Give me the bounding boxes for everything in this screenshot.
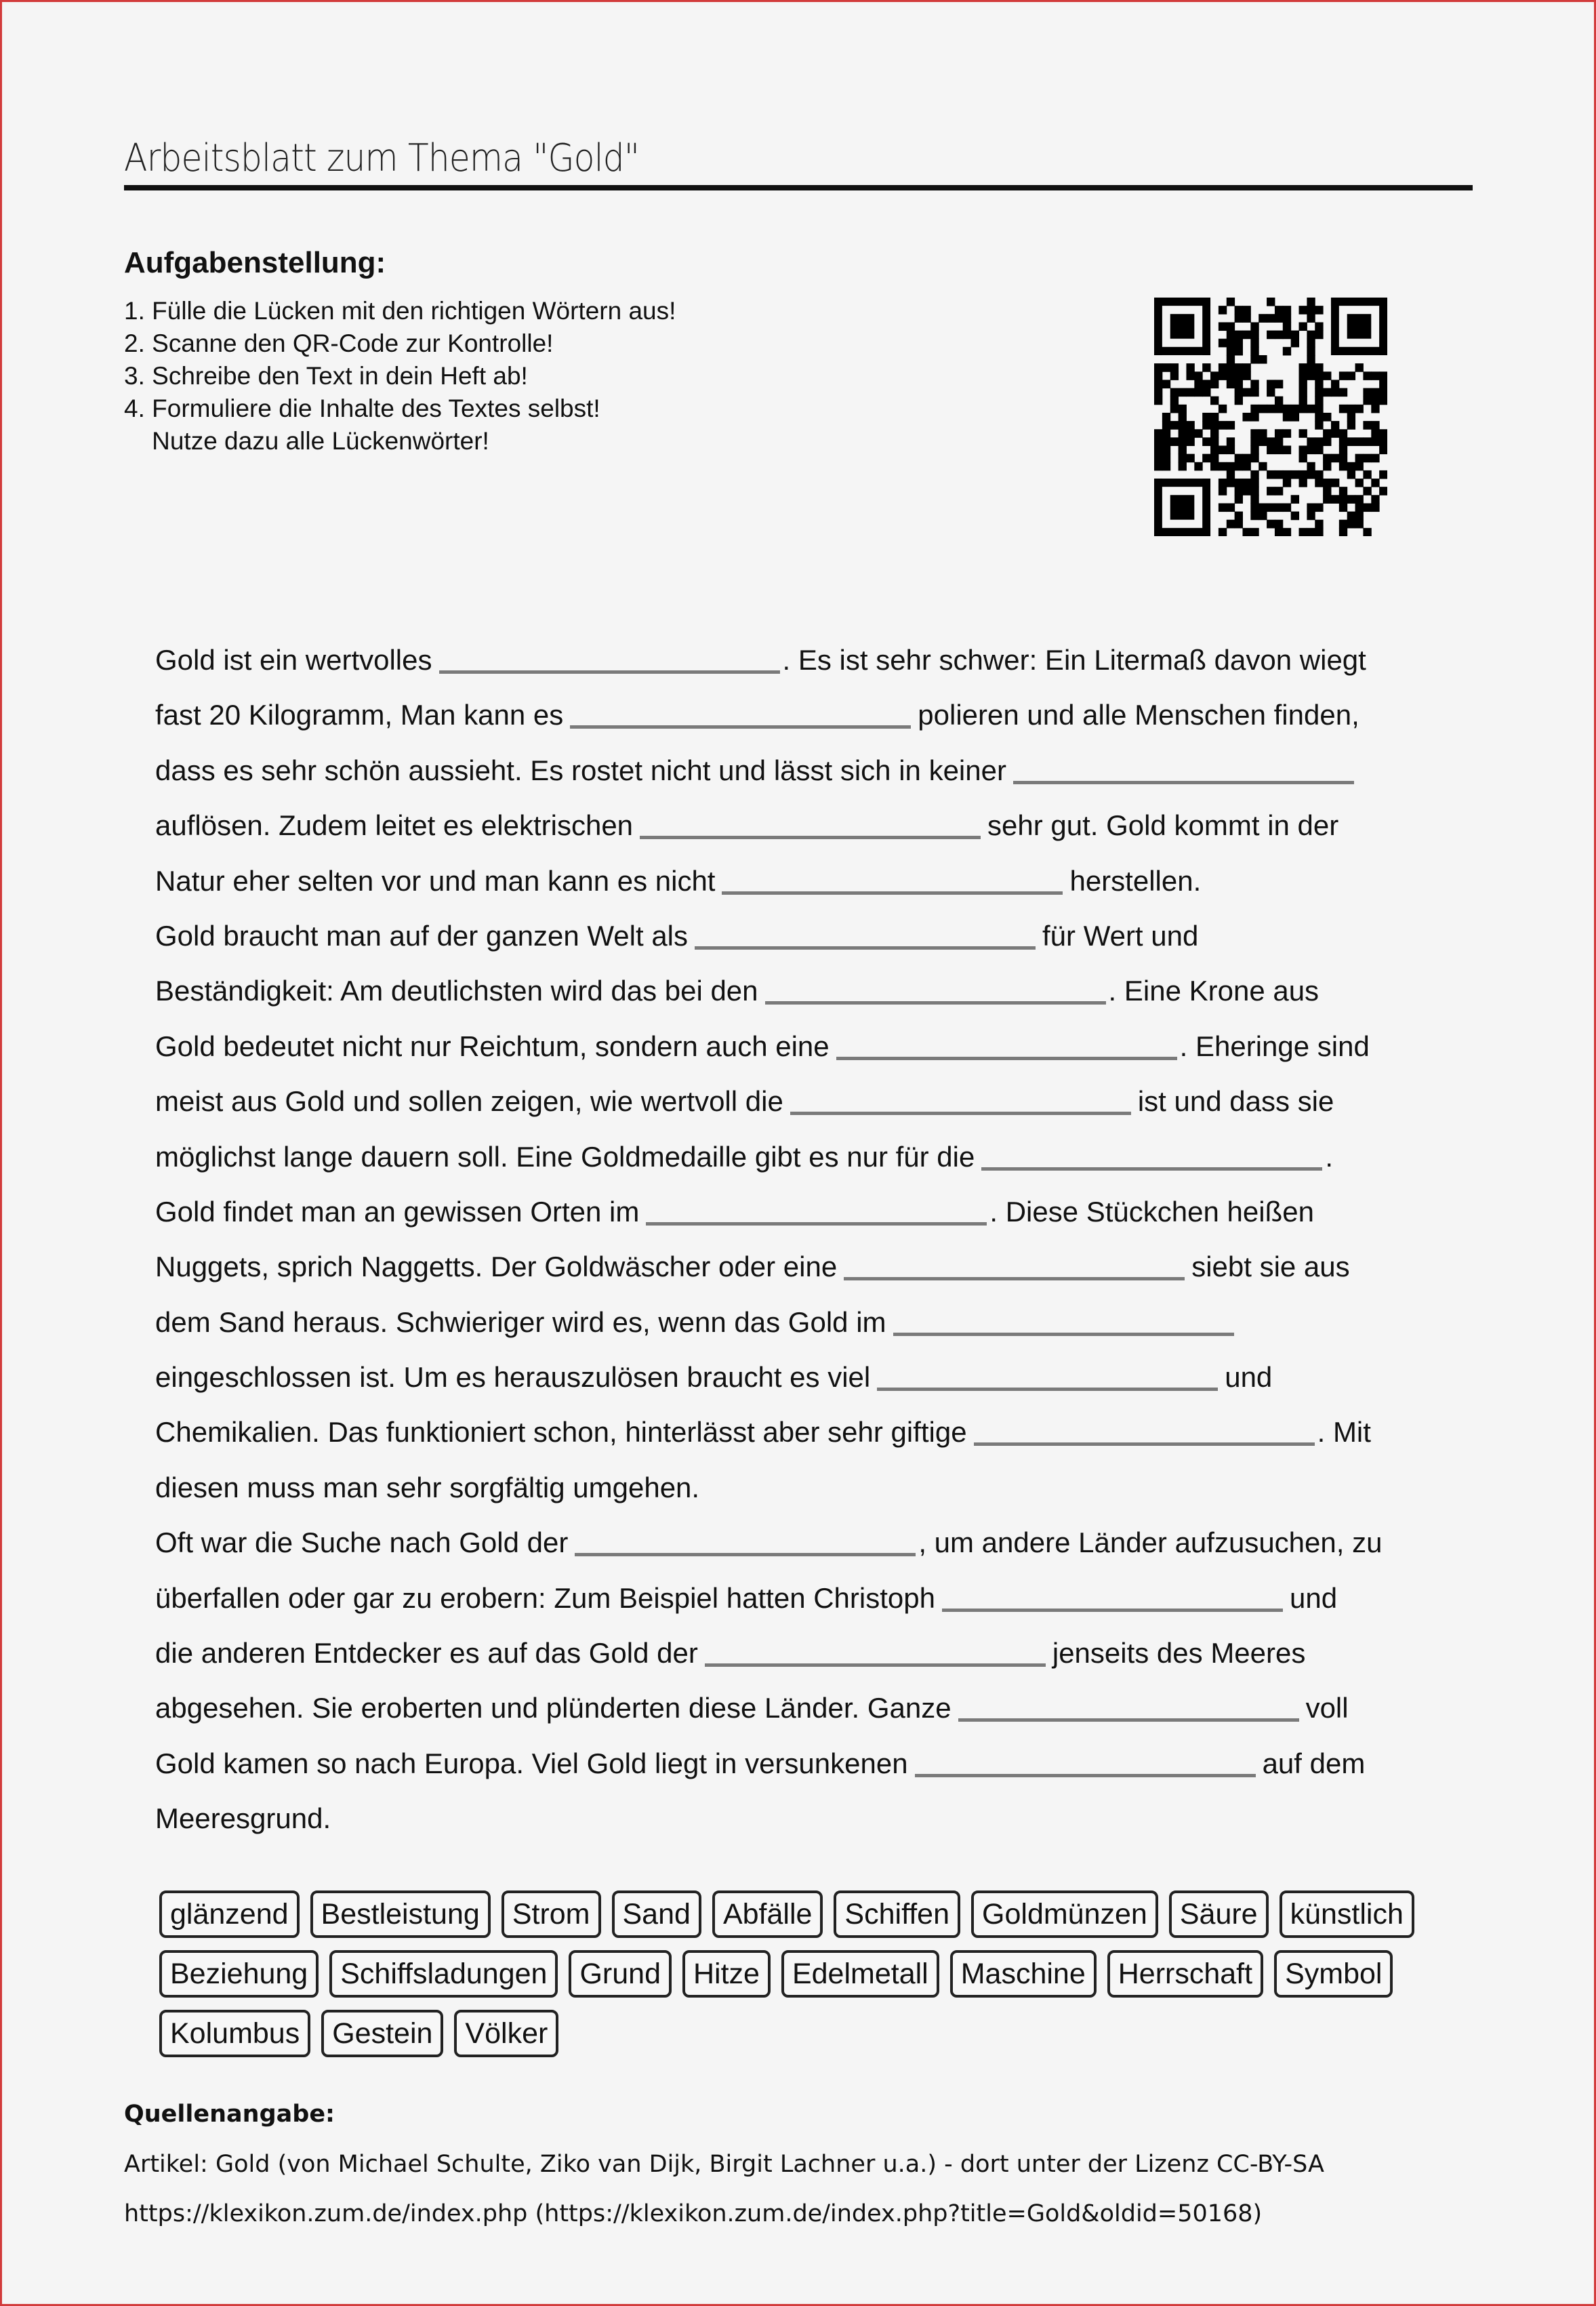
text-segment: Natur eher selten vor und man kann es nicht xyxy=(155,864,716,897)
word-bank-row xyxy=(159,1890,1447,1938)
text-segment: sehr gut. Gold kommt in der xyxy=(987,809,1339,842)
blank-input[interactable] xyxy=(765,967,1106,1005)
task-item: 1. Fülle die Lücken mit den richtigen Wörtern aus! xyxy=(124,297,676,325)
task-list xyxy=(124,295,676,458)
text-line xyxy=(155,908,1484,963)
blank-input[interactable] xyxy=(974,1409,1315,1446)
text-segment: . Diese Stückchen heißen xyxy=(989,1195,1314,1228)
word-chip: Völker xyxy=(454,2010,558,2057)
word-chip: Strom xyxy=(502,1890,601,1938)
text-segment: siebt sie aus xyxy=(1191,1251,1350,1283)
text-segment: möglichst lange dauern soll. Eine Goldmedaille gibt es nur für die xyxy=(155,1140,975,1173)
source-heading: Quellenangabe: xyxy=(124,2101,335,2128)
word-bank-row xyxy=(159,2010,1447,2057)
text-segment: . Eine Krone aus xyxy=(1108,975,1319,1007)
blank-input[interactable] xyxy=(1013,747,1354,784)
text-line xyxy=(155,1295,1484,1350)
text-segment: abgesehen. Sie eroberten und plünderten diese Länder. Ganze xyxy=(155,1692,952,1724)
blank-input[interactable] xyxy=(836,1023,1177,1060)
text-segment: fast 20 Kilogramm, Man kann es xyxy=(155,699,564,731)
blank-input[interactable] xyxy=(893,1299,1234,1336)
text-segment: . Eheringe sind xyxy=(1179,1030,1370,1062)
text-segment: Chemikalien. Das funktioniert schon, hinterlässt aber sehr giftige xyxy=(155,1416,967,1449)
text-segment: . Mit xyxy=(1317,1416,1371,1449)
text-segment: die anderen Entdecker es auf das Gold der xyxy=(155,1637,698,1670)
source-url[interactable]: https://klexikon.zum.de/index.php (https://klexikon.zum.de/index.php?title=Gold&oldid=50168) xyxy=(124,2200,1263,2227)
blank-input[interactable] xyxy=(877,1354,1218,1391)
word-chip: Kolumbus xyxy=(159,2010,310,2057)
word-bank-row xyxy=(159,1950,1447,1998)
text-line xyxy=(155,1460,1484,1515)
blank-input[interactable] xyxy=(640,802,981,839)
text-line xyxy=(155,1019,1484,1074)
task-heading: Aufgabenstellung: xyxy=(124,246,386,279)
cloze-text xyxy=(155,632,1484,1846)
word-chip: Abfälle xyxy=(712,1890,823,1938)
text-segment: . Es ist sehr schwer: Ein Litermaß davon wiegt xyxy=(782,644,1366,676)
word-chip: Goldmünzen xyxy=(971,1890,1158,1938)
text-line xyxy=(155,1736,1484,1791)
text-segment: überfallen oder gar zu erobern: Zum Beispiel hatten Christoph xyxy=(155,1581,935,1614)
text-segment: Gold findet man an gewissen Orten im xyxy=(155,1195,640,1228)
text-segment: dass es sehr schön aussieht. Es rostet nicht und lässt sich in keiner xyxy=(155,754,1006,786)
text-line xyxy=(155,1680,1484,1735)
text-segment: Gold bedeutet nicht nur Reichtum, sondern auch eine xyxy=(155,1030,830,1062)
blank-input[interactable] xyxy=(722,857,1063,895)
text-line xyxy=(155,1791,1484,1846)
word-chip: Maschine xyxy=(950,1950,1097,1998)
text-line xyxy=(155,1184,1484,1239)
text-segment: polieren und alle Menschen finden, xyxy=(918,699,1359,731)
blank-input[interactable] xyxy=(575,1519,916,1556)
task-item: 3. Schreibe den Text in dein Heft ab! xyxy=(124,362,528,390)
task-item: 4. Formuliere die Inhalte des Textes selbst! xyxy=(124,395,600,422)
text-segment: voll xyxy=(1305,1692,1349,1724)
text-segment: und xyxy=(1289,1581,1338,1614)
text-segment: herstellen. xyxy=(1069,864,1202,897)
blank-input[interactable] xyxy=(705,1630,1046,1667)
word-chip: Beziehung xyxy=(159,1950,319,1998)
text-line xyxy=(155,1625,1484,1680)
blank-input[interactable] xyxy=(958,1684,1299,1722)
word-chip: Symbol xyxy=(1274,1950,1393,1998)
blank-input[interactable] xyxy=(570,691,911,729)
text-segment: für Wert und xyxy=(1042,919,1199,952)
text-line xyxy=(155,963,1484,1018)
text-segment: ist und dass sie xyxy=(1137,1085,1334,1118)
blank-input[interactable] xyxy=(790,1078,1131,1115)
text-line xyxy=(155,1515,1484,1570)
word-chip: Schiffen xyxy=(834,1890,960,1938)
text-line xyxy=(155,1239,1484,1294)
source-article: Artikel: Gold (von Michael Schulte, Ziko van Dijk, Birgit Lachner u.a.) - dort unter der Lizenz CC-BY-SA xyxy=(124,2151,1324,2178)
qr-code-icon xyxy=(1154,298,1387,536)
blank-input[interactable] xyxy=(646,1188,987,1226)
text-segment: Beständigkeit: Am deutlichsten wird das bei den xyxy=(155,975,758,1007)
text-segment: Nuggets, sprich Naggetts. Der Goldwäscher oder eine xyxy=(155,1251,838,1283)
text-segment: jenseits des Meeres xyxy=(1052,1637,1306,1670)
task-item: 2. Scanne den QR-Code zur Kontrolle! xyxy=(124,329,554,357)
word-chip: Säure xyxy=(1169,1890,1269,1938)
blank-input[interactable] xyxy=(695,912,1036,950)
word-bank xyxy=(159,1890,1447,2069)
text-line xyxy=(155,632,1484,687)
text-segment: Meeresgrund. xyxy=(155,1802,331,1835)
text-line xyxy=(155,1404,1484,1459)
word-chip: künstlich xyxy=(1280,1890,1414,1938)
title-divider xyxy=(124,185,1473,190)
text-segment: . xyxy=(1325,1140,1334,1173)
word-chip: Gestein xyxy=(321,2010,443,2057)
word-chip: Bestleistung xyxy=(310,1890,491,1938)
blank-input[interactable] xyxy=(439,636,780,674)
text-segment: eingeschlossen ist. Um es herauszulösen braucht es viel xyxy=(155,1361,871,1394)
text-segment: meist aus Gold und sollen zeigen, wie wertvoll die xyxy=(155,1085,783,1118)
text-line xyxy=(155,1129,1484,1184)
word-chip: Herrschaft xyxy=(1107,1950,1263,1998)
text-segment: diesen muss man sehr sorgfältig umgehen. xyxy=(155,1471,700,1503)
word-chip: Hitze xyxy=(682,1950,771,1998)
text-line xyxy=(155,687,1484,742)
word-chip: Schiffsladungen xyxy=(329,1950,558,1998)
word-chip: Sand xyxy=(612,1890,701,1938)
text-segment: und xyxy=(1225,1361,1273,1394)
text-line xyxy=(155,798,1484,853)
word-chip: glänzend xyxy=(159,1890,300,1938)
word-chip: Grund xyxy=(569,1950,672,1998)
blank-input[interactable] xyxy=(981,1133,1322,1171)
blank-input[interactable] xyxy=(844,1243,1185,1280)
text-line xyxy=(155,853,1484,908)
page-title: Arbeitsblatt zum Thema "Gold" xyxy=(124,136,640,180)
text-segment: dem Sand heraus. Schwieriger wird es, wenn das Gold im xyxy=(155,1306,886,1338)
text-segment: Oft war die Suche nach Gold der xyxy=(155,1526,569,1559)
text-line xyxy=(155,743,1484,798)
text-line xyxy=(155,1571,1484,1625)
text-segment: Gold ist ein wertvolles xyxy=(155,644,432,676)
text-line xyxy=(155,1350,1484,1404)
text-segment: auflösen. Zudem leitet es elektrischen xyxy=(155,809,634,842)
text-segment: auf dem xyxy=(1262,1747,1366,1779)
text-segment: , um andere Länder aufzusuchen, zu xyxy=(918,1526,1383,1559)
blank-input[interactable] xyxy=(942,1575,1283,1612)
text-segment: Gold braucht man auf der ganzen Welt als xyxy=(155,919,689,952)
task-item: Nutze dazu alle Lückenwörter! xyxy=(124,427,489,455)
text-segment: Gold kamen so nach Europa. Viel Gold liegt in versunkenen xyxy=(155,1747,908,1779)
blank-input[interactable] xyxy=(915,1740,1256,1777)
text-line xyxy=(155,1074,1484,1129)
word-chip: Edelmetall xyxy=(781,1950,939,1998)
